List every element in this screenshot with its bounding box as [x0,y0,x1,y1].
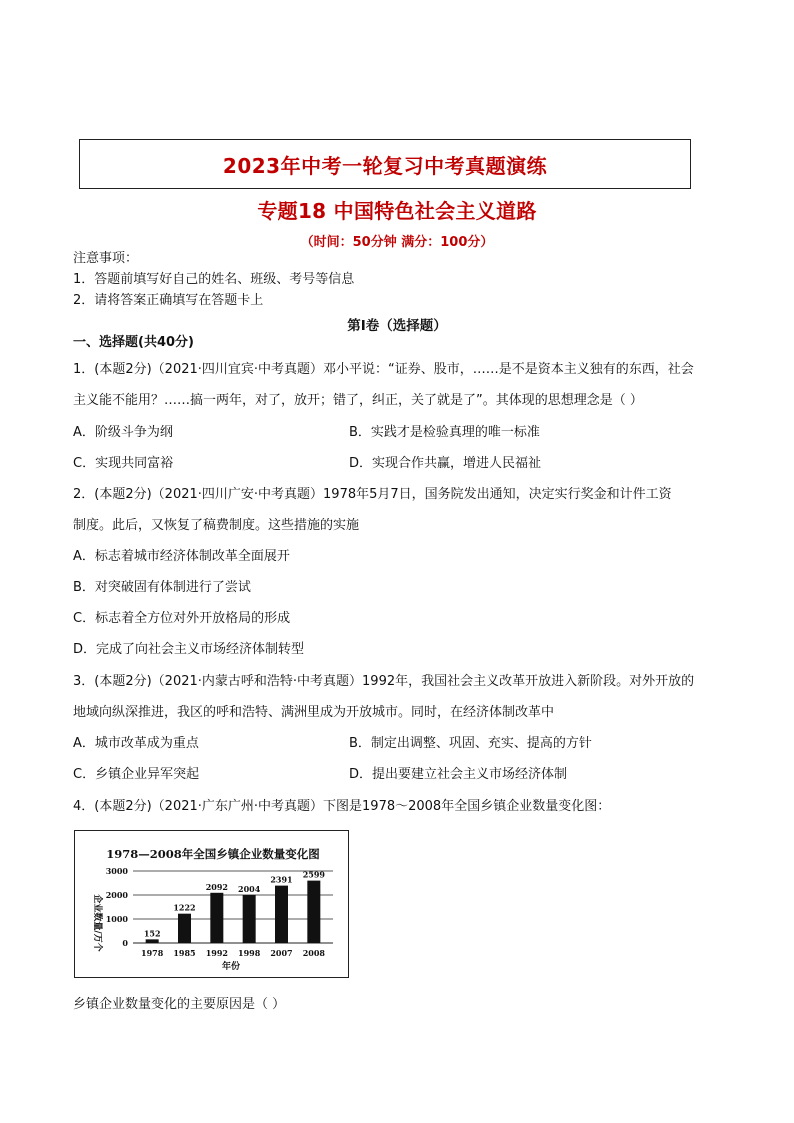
question-2-line-1: 2．(本题2分)（2021·四川广安·中考真题）1978年5月7日，国务院发出通知，决定实行奖金和计件工资 [73,487,672,502]
question-1-option-c: C．实现共同富裕 [73,456,174,471]
question-1-option-a: A．阶级斗争为纲 [73,425,173,440]
notes-item-2: 2．请将答案正确填写在答题卡上 [73,293,264,308]
question-2-option-c: C．标志着全方位对外开放格局的形成 [73,611,291,626]
chart-data-label: 2004 [238,883,261,894]
chart-x-tick-label: 2008 [302,948,325,958]
time-info: （时间：50分钟 满分：100分） [300,235,494,250]
chart-bar [210,893,223,943]
chart-y-tick-label: 3000 [105,866,128,876]
chart-x-tick-label: 1985 [173,948,196,958]
subtitle: 专题18 中国特色社会主义道路 [257,199,537,223]
chart-bar [275,886,288,943]
chart-y-tick-label: 2000 [105,890,128,900]
volume-title: 第I卷（选择题） [347,318,447,334]
chart-bar [307,881,320,943]
question-3-option-c: C．乡镇企业异军突起 [73,767,200,782]
chart-x-tick-label: 2007 [270,948,293,958]
chart-data-label: 1222 [173,902,196,913]
chart-x-tick-label: 1992 [205,948,228,958]
question-1-line-2: 主义能不能用？……搞一两年，对了，放开；错了，纠正，关了就是了”。其体现的思想理念是（ ） [73,393,643,408]
question-3-line-1: 3．(本题2分)（2021·内蒙古呼和浩特·中考真题）1992年，我国社会主义改革开放进入新阶段。对外开放的 [73,674,695,689]
question-3-line-2: 地域向纵深推进，我区的呼和浩特、满洲里成为开放城市。同时，在经济体制改革中 [73,705,555,720]
chart-data-label: 152 [143,928,161,939]
question-2-line-2: 制度。此后，又恢复了稿费制度。这些措施的实施 [73,518,360,533]
chart-title: 1978—2008年全国乡镇企业数量变化图 [106,847,320,861]
bar-chart [75,831,348,977]
title-banner [79,139,691,189]
banner-title: 2023年中考一轮复习中考真题演练 [222,153,548,178]
chart-y-label: 企业数量/万个 [92,894,102,952]
question-1-line-1: 1．(本题2分)（2021·四川宜宾·中考真题）邓小平说：“证券、股市，……是不是资本主义独有的东西，社会 [73,362,694,377]
chart-data-label: 2092 [205,881,228,892]
chart-bar [243,895,256,943]
question-3-option-b: B．制定出调整、巩固、充实、提高的方针 [349,736,592,751]
question-4-line-1: 4．(本题2分)（2021·广东广州·中考真题）下图是1978～2008年全国乡镇企业数量变化图： [73,799,611,814]
chart-x-label: 年份 [221,962,241,972]
chart-x-tick-label: 1978 [141,948,164,958]
question-4-line-3: 乡镇企业数量变化的主要原因是（ ） [73,997,286,1012]
question-3-option-d: D．提出要建立社会主义市场经济体制 [349,767,568,782]
chart-x-tick-label: 1998 [238,948,261,958]
question-3-option-a: A．城市改革成为重点 [73,736,199,751]
notes-item-1: 1．答题前填写好自己的姓名、班级、考号等信息 [73,272,355,287]
question-2-option-d: D．完成了向社会主义市场经济体制转型 [73,642,305,657]
question-2-option-a: A．标志着城市经济体制改革全面展开 [73,549,290,564]
chart-data-label: 2599 [302,869,325,880]
chart-bar [146,939,159,943]
notes-heading: 注意事项： [73,251,139,266]
question-1-option-d: D．实现合作共赢，增进人民福祉 [349,456,542,471]
chart-y-tick-label: 1000 [105,914,128,924]
chart-frame [74,830,349,978]
chart-bar [178,914,191,943]
question-2-option-b: B．对突破固有体制进行了尝试 [73,580,251,595]
chart-y-tick-label: 0 [122,938,128,948]
part-title: 一、选择题(共40分) [73,335,194,350]
question-1-option-b: B．实践才是检验真理的唯一标准 [349,425,540,440]
chart-data-label: 2391 [270,874,293,885]
